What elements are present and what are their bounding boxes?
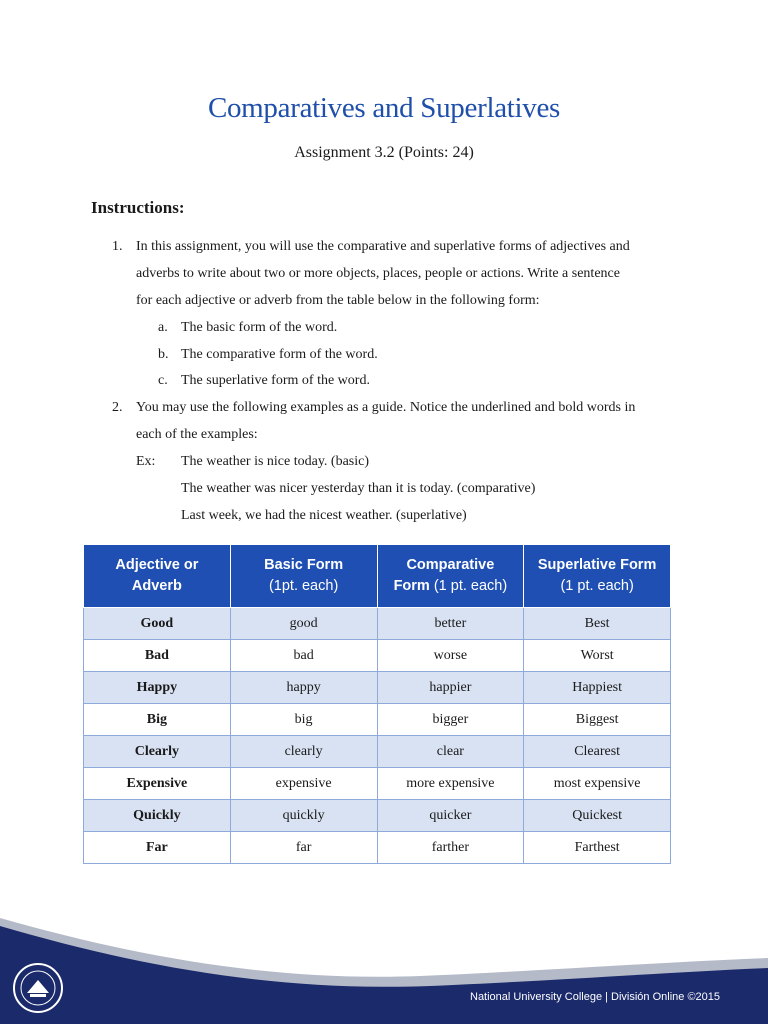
header-comparative-form: Comparative Form (1 pt. each) <box>377 545 524 608</box>
basic-cell: far <box>230 832 377 864</box>
item-1-line-1: In this assignment, you will use the comparative and superlative forms of adjectives and <box>136 239 630 254</box>
subitem-c-marker: c. <box>158 373 168 388</box>
comparative-cell: quicker <box>377 800 524 832</box>
word-cell: Good <box>84 608 231 640</box>
example-basic: The weather is nice today. (basic) <box>181 454 370 469</box>
subitem-b-marker: b. <box>158 347 169 362</box>
superlative-cell: Biggest <box>524 704 671 736</box>
college-seal-logo <box>14 964 62 1012</box>
basic-cell: bad <box>230 640 377 672</box>
table-header-row <box>84 545 671 608</box>
word-cell: Quickly <box>84 800 231 832</box>
basic-cell: expensive <box>230 768 377 800</box>
word-cell: Bad <box>84 640 231 672</box>
superlative-cell: Quickest <box>524 800 671 832</box>
comparative-cell: happier <box>377 672 524 704</box>
word-cell: Happy <box>84 672 231 704</box>
example-label: Ex: <box>136 454 156 469</box>
superlative-cell: most expensive <box>524 768 671 800</box>
table-row <box>84 704 671 736</box>
comparative-cell: clear <box>377 736 524 768</box>
item-2-number: 2. <box>112 400 123 415</box>
superlative-cell: Farthest <box>524 832 671 864</box>
footer-text: National University College | División Online ©2015 <box>470 991 721 1003</box>
footer-banner <box>0 900 768 1024</box>
subitem-c-text: The superlative form of the word. <box>181 373 370 388</box>
table-row <box>84 640 671 672</box>
instructions-heading: Instructions: <box>91 198 185 217</box>
table-row <box>84 736 671 768</box>
superlative-cell: Worst <box>524 640 671 672</box>
comparative-cell: better <box>377 608 524 640</box>
subitem-b-text: The comparative form of the word. <box>181 347 378 362</box>
word-cell: Big <box>84 704 231 736</box>
comparative-cell: bigger <box>377 704 524 736</box>
comparative-cell: farther <box>377 832 524 864</box>
word-cell: Expensive <box>84 768 231 800</box>
subitem-a-marker: a. <box>158 320 168 335</box>
basic-cell: clearly <box>230 736 377 768</box>
header-adjective-adverb: Adjective or Adverb <box>84 545 231 608</box>
table-row <box>84 768 671 800</box>
assignment-subtitle: Assignment 3.2 (Points: 24) <box>294 144 474 161</box>
table-row <box>84 608 671 640</box>
item-2-line-2: each of the examples: <box>136 427 258 442</box>
basic-cell: big <box>230 704 377 736</box>
header-superlative-form: Superlative Form (1 pt. each) <box>524 545 671 608</box>
example-comparative: The weather was nicer yesterday than it is today. (comparative) <box>181 481 536 496</box>
footer-navy-wave <box>0 926 768 1024</box>
superlative-cell: Best <box>524 608 671 640</box>
example-superlative: Last week, we had the nicest weather. (superlative) <box>181 508 467 523</box>
table-row <box>84 672 671 704</box>
basic-cell: good <box>230 608 377 640</box>
header-basic-form: Basic Form (1pt. each) <box>230 545 377 608</box>
table-row <box>84 832 671 864</box>
superlative-cell: Clearest <box>524 736 671 768</box>
table-row <box>84 800 671 832</box>
comparative-cell: worse <box>377 640 524 672</box>
subitem-a-text: The basic form of the word. <box>181 320 338 335</box>
comparative-cell: more expensive <box>377 768 524 800</box>
word-cell: Clearly <box>84 736 231 768</box>
superlative-cell: Happiest <box>524 672 671 704</box>
forms-table <box>83 544 671 864</box>
item-2-line-1: You may use the following examples as a guide. Notice the underlined and bold words in <box>136 400 636 415</box>
item-1-line-3: for each adjective or adverb from the table below in the following form: <box>136 293 540 308</box>
basic-cell: happy <box>230 672 377 704</box>
word-cell: Far <box>84 832 231 864</box>
document-title: Comparatives and Superlatives <box>207 92 561 124</box>
basic-cell: quickly <box>230 800 377 832</box>
item-1-number: 1. <box>112 239 123 254</box>
item-1-line-2: adverbs to write about two or more objects, places, people or actions. Write a sentence <box>136 266 620 281</box>
